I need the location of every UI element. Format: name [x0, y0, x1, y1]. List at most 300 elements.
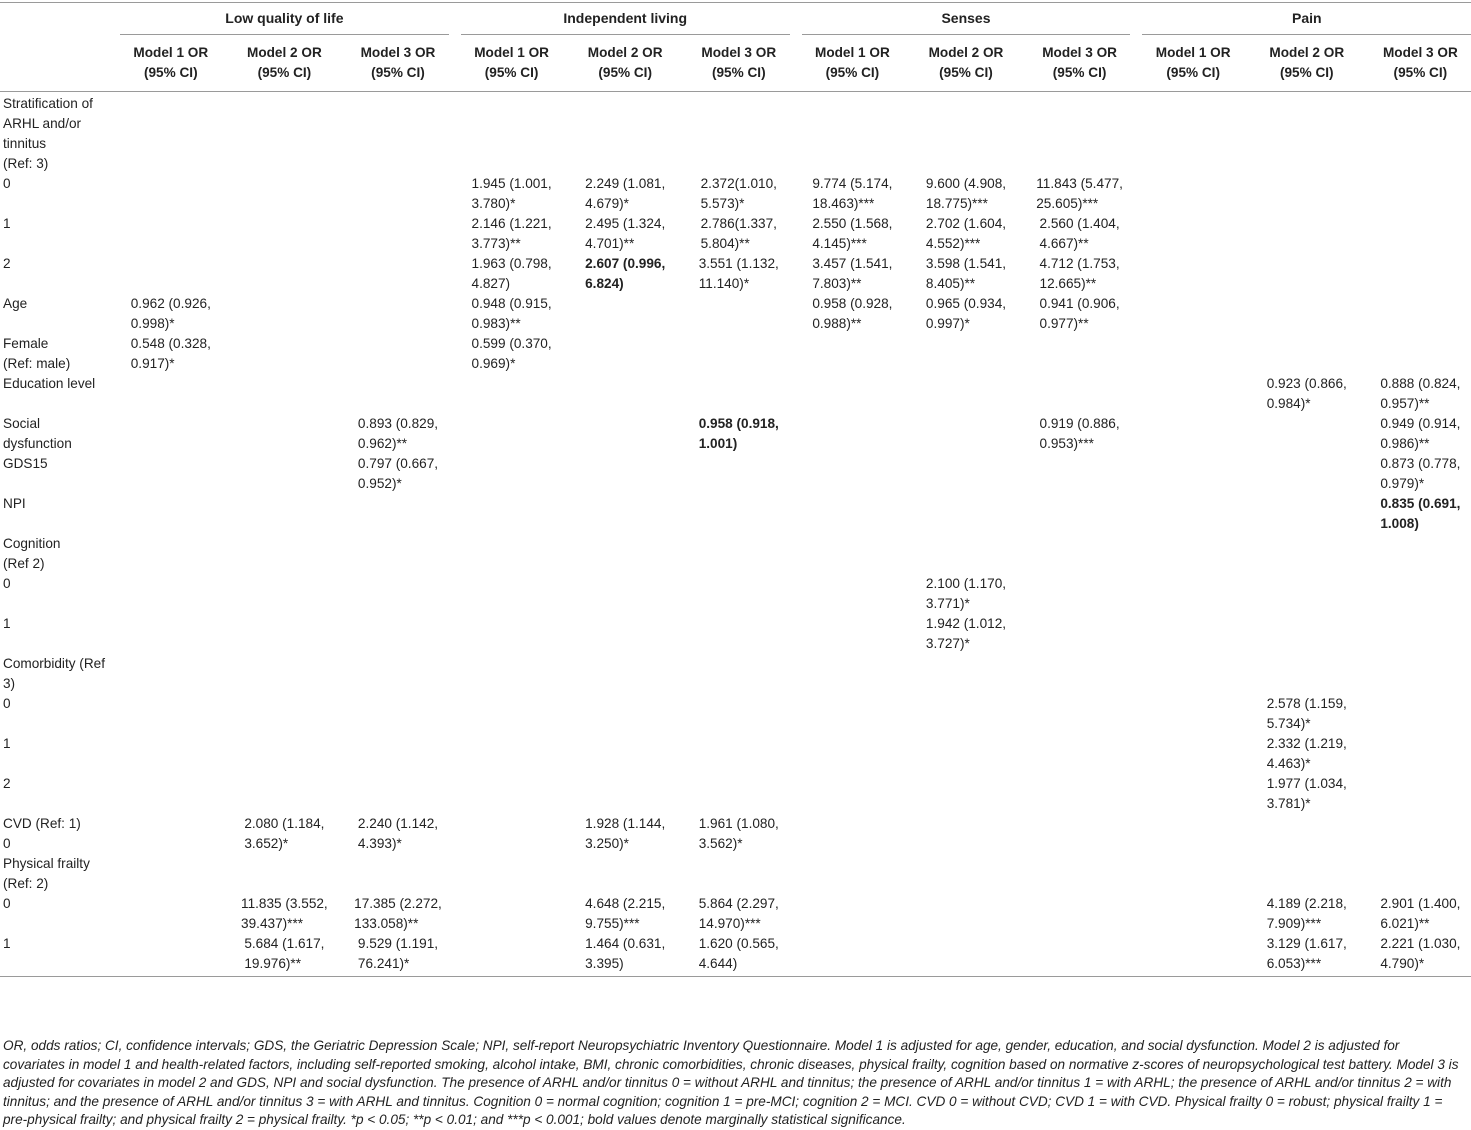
odds-ratio-value: 4.712 (1.753, 12.665)**: [1039, 256, 1120, 291]
table-cell: [796, 694, 910, 734]
odds-ratio-value: 4.648 (2.215, 9.755)***: [585, 896, 666, 931]
table-cell: [1136, 294, 1250, 334]
table-cell: [682, 854, 796, 894]
table-cell: [568, 454, 682, 494]
table-cell: [1364, 334, 1471, 374]
model-header-cell: Model 2 OR (95% CI): [1250, 35, 1364, 92]
table-cell: [568, 894, 682, 934]
table-cell: [682, 814, 796, 854]
odds-ratio-value: 1.961 (1.080, 3.562)*: [698, 816, 779, 851]
table-cell: [796, 774, 910, 814]
table-cell: [909, 294, 1023, 334]
table-cell: [228, 654, 342, 694]
table-cell: [455, 934, 569, 977]
model-header-cell: Model 3 OR (95% CI): [1364, 35, 1471, 92]
table-cell: [682, 894, 796, 934]
odds-ratio-value: 3.129 (1.617, 6.053)***: [1266, 936, 1347, 971]
odds-ratio-value: 1.977 (1.034, 3.781)*: [1266, 776, 1347, 811]
table-cell: [568, 734, 682, 774]
row-label: 1: [3, 736, 11, 751]
table-cell: [1023, 734, 1137, 774]
table-cell: [909, 654, 1023, 694]
table-row: [0, 854, 1471, 894]
table-cell: [455, 294, 569, 334]
table-cell: [341, 774, 455, 814]
table-cell: [1364, 414, 1471, 454]
table-cell: [114, 654, 228, 694]
table-cell: [1250, 814, 1364, 854]
odds-ratio-value: 0.919 (0.886, 0.953)***: [1039, 416, 1120, 451]
table-cell: [341, 854, 455, 894]
corner-cell: [0, 35, 114, 92]
table-cell: [341, 454, 455, 494]
table-cell: [341, 414, 455, 454]
table-cell: [341, 374, 455, 414]
odds-ratio-value: 3.598 (1.541, 8.405)**: [925, 256, 1007, 291]
table-cell: [228, 214, 342, 254]
table-cell: [1364, 654, 1471, 694]
table-cell: [1136, 854, 1250, 894]
odds-ratio-value: 0.958 (0.918, 1.001): [698, 416, 779, 451]
table-cell: [1364, 494, 1471, 534]
table-row: [0, 774, 1471, 814]
table-cell: [568, 414, 682, 454]
table-cell: [796, 654, 910, 694]
table-cell: [1023, 494, 1137, 534]
table-cell: [1023, 414, 1137, 454]
table-row: [0, 694, 1471, 734]
table-cell: [568, 494, 682, 534]
table-cell: [1250, 92, 1364, 175]
odds-ratio-value: 3.551 (1.132, 11.140)*: [698, 256, 779, 291]
table-cell: [796, 494, 910, 534]
table-cell: [1364, 934, 1471, 977]
table-cell: [568, 214, 682, 254]
table-cell: [341, 734, 455, 774]
table-cell: [341, 654, 455, 694]
odds-ratio-value: 1.928 (1.144, 3.250)*: [585, 816, 666, 851]
table-cell: [455, 574, 569, 614]
table-cell: [1023, 894, 1137, 934]
odds-ratio-value: 2.495 (1.324, 4.701)**: [585, 216, 666, 251]
table-cell: [1136, 574, 1250, 614]
odds-ratio-value: 2.146 (1.221, 3.773)**: [471, 216, 552, 251]
table-cell: [1250, 654, 1364, 694]
row-label: 0: [3, 696, 11, 711]
odds-ratio-value: 0.835 (0.691, 1.008): [1380, 496, 1461, 531]
table-cell: [1364, 294, 1471, 334]
table-cell: [455, 494, 569, 534]
row-label: Female (Ref: male): [3, 336, 71, 371]
odds-ratio-value: 3.457 (1.541, 7.803)**: [812, 256, 893, 291]
table-cell: [341, 294, 455, 334]
table-cell: [1136, 414, 1250, 454]
table-row: [0, 454, 1471, 494]
row-label: 2: [3, 256, 11, 271]
odds-ratio-value: 9.774 (5.174, 18.463)***: [812, 176, 893, 211]
table-cell: [1250, 414, 1364, 454]
odds-ratio-value: 0.923 (0.866, 0.984)*: [1266, 376, 1347, 411]
table-cell: [1250, 334, 1364, 374]
odds-ratio-value: 0.958 (0.928, 0.988)**: [812, 296, 893, 331]
table-cell: [796, 294, 910, 334]
table-cell: [114, 254, 228, 294]
row-label: 1: [0, 934, 114, 977]
table-cell: [228, 494, 342, 534]
table-cell: [682, 92, 796, 175]
table-cell: [568, 654, 682, 694]
odds-ratio-value: 2.901 (1.400, 6.021)**: [1380, 896, 1461, 931]
table-row: [0, 934, 1471, 977]
table-cell: [1136, 334, 1250, 374]
row-label: Cognition (Ref 2): [3, 536, 61, 571]
table-cell: [228, 254, 342, 294]
table-cell: [455, 894, 569, 934]
table-cell: [114, 92, 228, 175]
model-header-cell: Model 3 OR (95% CI): [682, 35, 796, 92]
row-label: Education level: [3, 376, 96, 391]
table-cell: [455, 814, 569, 854]
table-cell: [796, 334, 910, 374]
table-cell: [1250, 534, 1364, 574]
table-cell: [341, 174, 455, 214]
table-cell: [341, 934, 455, 977]
model-header-cell: Model 3 OR (95% CI): [1023, 35, 1137, 92]
odds-ratio-value: 11.843 (5.477, 25.605)***: [1036, 176, 1123, 211]
table-cell: [909, 694, 1023, 734]
table-cell: [796, 534, 910, 574]
table-cell: [455, 694, 569, 734]
table-cell: [1023, 574, 1137, 614]
row-label: NPI: [3, 496, 26, 511]
table-cell: [114, 854, 228, 894]
table-cell: [1364, 92, 1471, 175]
table-cell: [1136, 254, 1250, 294]
model-header-row: [0, 35, 1471, 92]
table-cell: [1023, 254, 1137, 294]
table-cell: [1023, 814, 1137, 854]
table-row: [0, 814, 1471, 854]
outcome-group-header-row: [0, 3, 1471, 36]
table-cell: [114, 894, 228, 934]
table-cell: [228, 934, 342, 977]
table-row: [0, 734, 1471, 774]
table-cell: [114, 374, 228, 414]
odds-ratio-value: 1.942 (1.012, 3.727)*: [925, 616, 1007, 651]
table-row: [0, 534, 1471, 574]
row-label: Social dysfunction: [3, 416, 72, 451]
table-row: [0, 214, 1471, 254]
table-cell: [909, 494, 1023, 534]
table-cell: [1023, 214, 1137, 254]
table-cell: [1023, 854, 1137, 894]
table-row: [0, 494, 1471, 534]
odds-ratio-value: 1.464 (0.631, 3.395): [585, 936, 666, 971]
table-cell: [1364, 614, 1471, 654]
table-cell: [1364, 734, 1471, 774]
table-cell: [1250, 694, 1364, 734]
table-cell: [1136, 814, 1250, 854]
table-cell: [909, 774, 1023, 814]
table-cell: [1023, 774, 1137, 814]
odds-ratio-value: 0.548 (0.328, 0.917)*: [130, 336, 211, 371]
table-cell: [1136, 694, 1250, 734]
table-cell: [228, 334, 342, 374]
table-cell: [455, 174, 569, 214]
table-cell: [1023, 294, 1137, 334]
table-row: [0, 254, 1471, 294]
odds-ratio-value: 0.965 (0.934, 0.997)*: [925, 296, 1007, 331]
table-cell: [682, 174, 796, 214]
odds-ratio-value: 1.620 (0.565, 4.644): [698, 936, 779, 971]
table-cell: [1023, 654, 1137, 694]
table-cell: [1136, 774, 1250, 814]
table-cell: [796, 854, 910, 894]
odds-ratio-value: 0.893 (0.829, 0.962)**: [357, 416, 439, 451]
table-cell: [1023, 694, 1137, 734]
table-cell: [341, 254, 455, 294]
row-label: Stratification of ARHL and/or tinnitus (Ref: 3): [3, 96, 93, 171]
table-cell: [1136, 214, 1250, 254]
table-cell: [455, 854, 569, 894]
odds-ratio-value: 4.189 (2.218, 7.909)***: [1266, 896, 1347, 931]
row-label: 1: [3, 616, 11, 631]
odds-ratio-value: 2.702 (1.604, 4.552)***: [925, 216, 1007, 251]
odds-ratio-table: [0, 2, 1471, 977]
table-cell: [1364, 814, 1471, 854]
table-cell: [568, 92, 682, 175]
table-cell: [228, 854, 342, 894]
table-cell: [909, 534, 1023, 574]
model-header-cell: Model 2 OR (95% CI): [568, 35, 682, 92]
table-cell: [1136, 374, 1250, 414]
table-cell: [455, 614, 569, 654]
row-label: Physical frailty (Ref: 2): [3, 856, 90, 891]
table-cell: [228, 614, 342, 654]
row-label: 0: [3, 896, 11, 911]
table-cell: [682, 774, 796, 814]
table-cell: [909, 454, 1023, 494]
table-cell: [682, 494, 796, 534]
table-cell: [909, 814, 1023, 854]
odds-ratio-value: 2.080 (1.184, 3.652)*: [244, 816, 325, 851]
table-cell: [341, 614, 455, 654]
odds-ratio-value: 1.963 (0.798, 4.827): [471, 256, 552, 291]
odds-ratio-value: 2.578 (1.159, 5.734)*: [1266, 696, 1347, 731]
table-cell: [455, 334, 569, 374]
odds-ratio-value: 0.599 (0.370, 0.969)*: [471, 336, 552, 371]
table-cell: [341, 814, 455, 854]
table-cell: [909, 334, 1023, 374]
table-cell: [796, 814, 910, 854]
table-cell: [341, 334, 455, 374]
odds-ratio-value: 2.240 (1.142, 4.393)*: [357, 816, 439, 851]
table-cell: [228, 174, 342, 214]
table-cell: [455, 374, 569, 414]
table-cell: [1023, 934, 1137, 977]
model-header-cell: Model 1 OR (95% CI): [114, 35, 228, 92]
table-cell: [682, 614, 796, 654]
table-cell: [114, 814, 228, 854]
table-cell: [682, 294, 796, 334]
odds-ratio-value: 2.332 (1.219, 4.463)*: [1266, 736, 1347, 771]
table-cell: [796, 734, 910, 774]
table-cell: [114, 174, 228, 214]
odds-ratio-value: 2.560 (1.404, 4.667)**: [1039, 216, 1120, 251]
table-cell: [1023, 92, 1137, 175]
table-cell: [1364, 854, 1471, 894]
table-cell: [796, 414, 910, 454]
table-cell: [1364, 694, 1471, 734]
odds-ratio-value: 0.888 (0.824, 0.957)**: [1380, 376, 1461, 411]
table-row: [0, 614, 1471, 654]
table-cell: [1136, 534, 1250, 574]
table-cell: [114, 774, 228, 814]
table-row: [0, 654, 1471, 694]
table-cell: [568, 254, 682, 294]
table-cell: [1136, 934, 1250, 977]
table-cell: [909, 414, 1023, 454]
odds-ratio-value: 2.607 (0.996, 6.824): [585, 256, 666, 291]
table-cell: [682, 374, 796, 414]
row-label: Comorbidity (Ref 3): [3, 656, 105, 691]
model-header-cell: Model 1 OR (95% CI): [1136, 35, 1250, 92]
table-cell: [909, 174, 1023, 214]
table-cell: [228, 92, 342, 175]
table-cell: [341, 894, 455, 934]
table-cell: [341, 494, 455, 534]
table-cell: [455, 214, 569, 254]
table-cell: [1023, 614, 1137, 654]
table-cell: [909, 934, 1023, 977]
table-cell: [682, 574, 796, 614]
table-cell: [228, 534, 342, 574]
table-cell: [796, 374, 910, 414]
table-cell: [455, 774, 569, 814]
table-cell: [682, 734, 796, 774]
odds-ratio-value: 2.221 (1.030, 4.790)*: [1380, 936, 1461, 971]
table-cell: [682, 454, 796, 494]
table-cell: [682, 214, 796, 254]
table-cell: [796, 214, 910, 254]
odds-ratio-value: 1.945 (1.001, 3.780)*: [471, 176, 552, 211]
table-cell: [682, 254, 796, 294]
table-cell: [114, 934, 228, 977]
model-header-cell: Model 2 OR (95% CI): [228, 35, 342, 92]
table-cell: [568, 574, 682, 614]
table-cell: [228, 294, 342, 334]
odds-ratio-value: 2.249 (1.081, 4.679)*: [585, 176, 666, 211]
table-cell: [1364, 374, 1471, 414]
odds-ratio-value: 2.372(1.010, 5.573)*: [700, 176, 777, 211]
table-row: [0, 92, 1471, 175]
odds-ratio-value: 5.864 (2.297, 14.970)***: [698, 896, 779, 931]
table-cell: [1364, 534, 1471, 574]
table-cell: [228, 574, 342, 614]
table-cell: [341, 694, 455, 734]
table-cell: [682, 654, 796, 694]
table-cell: [568, 814, 682, 854]
odds-ratio-value: 0.948 (0.915, 0.983)**: [471, 296, 552, 331]
table-cell: [114, 614, 228, 654]
table-cell: [114, 334, 228, 374]
table-cell: [455, 92, 569, 175]
table-row: [0, 294, 1471, 334]
table-cell: [1023, 174, 1137, 214]
table-cell: [1136, 454, 1250, 494]
model-header-cell: Model 3 OR (95% CI): [341, 35, 455, 92]
odds-ratio-value: 11.835 (3.552, 39.437)***: [241, 896, 328, 931]
table-cell: [1250, 734, 1364, 774]
group-header-senses: Senses: [796, 3, 1137, 36]
row-label: 0: [3, 176, 11, 191]
table-cell: [796, 174, 910, 214]
row-label: 0: [3, 576, 11, 591]
odds-ratio-value: 5.684 (1.617, 19.976)**: [244, 936, 325, 971]
table-cell: [568, 934, 682, 977]
table-row: [0, 334, 1471, 374]
table-cell: [909, 614, 1023, 654]
model-header-cell: Model 1 OR (95% CI): [455, 35, 569, 92]
table-cell: [1250, 294, 1364, 334]
group-header-pain: Pain: [1136, 3, 1471, 36]
table-cell: [796, 92, 910, 175]
table-row: [0, 574, 1471, 614]
table-cell: [114, 494, 228, 534]
table-cell: [909, 254, 1023, 294]
odds-ratio-value: 9.529 (1.191, 76.241)*: [357, 936, 439, 971]
table-cell: [568, 174, 682, 214]
table-cell: [1136, 734, 1250, 774]
table-cell: [455, 414, 569, 454]
table-cell: [682, 414, 796, 454]
table-cell: [228, 374, 342, 414]
table-cell: [909, 894, 1023, 934]
table-cell: [341, 574, 455, 614]
odds-ratio-value: 2.550 (1.568, 4.145)***: [812, 216, 893, 251]
table-cell: [114, 694, 228, 734]
table-cell: [114, 214, 228, 254]
model-header-cell: Model 1 OR (95% CI): [796, 35, 910, 92]
table-cell: [796, 574, 910, 614]
table-row: [0, 174, 1471, 214]
table-cell: [796, 894, 910, 934]
row-label: Age: [3, 296, 28, 311]
table-cell: [1250, 854, 1364, 894]
table-cell: [1023, 374, 1137, 414]
table-cell: [1023, 534, 1137, 574]
table-cell: [1250, 934, 1364, 977]
table-cell: [455, 454, 569, 494]
row-label: 1: [3, 216, 11, 231]
table-cell: [341, 214, 455, 254]
row-label: CVD (Ref: 1) 0: [3, 816, 81, 851]
table-cell: [1136, 894, 1250, 934]
table-cell: [1136, 654, 1250, 694]
table-cell: [568, 774, 682, 814]
table-cell: [568, 534, 682, 574]
table-cell: [114, 294, 228, 334]
model-header-cell: Model 2 OR (95% CI): [909, 35, 1023, 92]
odds-ratio-value: 0.797 (0.667, 0.952)*: [357, 456, 439, 491]
table-row: [0, 414, 1471, 454]
table-cell: [114, 574, 228, 614]
table-footnote: OR, odds ratios; CI, confidence intervals; GDS, the Geriatric Depression Scale; NPI, self-report Neuropsychiatric Inventory Questionnaire. Model 1 is adjusted for age, gender, education, and social dysfunction. Model 2 is adjusted for covariates in model 1 and health-related factors, including self-reported smoking, alcohol intake, BMI, chronic comorbidities, chronic diseases, physical frailty, cognition based on normative z-scores of neuropsychological test battery. Model 3 is adjusted for covariates in model 2 and GDS, NPI and social dysfunction. The presence of ARHL and/or tinnitus 0 = without ARHL and tinnitus; the presence of ARHL and/or tinnitus 1 = with ARHL; the presence of ARHL and/or tinnitus 2 = with tinnitus; and the presence of ARHL and/or tinnitus 3 = with ARHL and tinnitus. Cognition 0 = normal cognition; cognition 1 = pre-MCI; cognition 2 = MCI. CVD 0 = without CVD; CVD 1 = with CVD. Physical frailty 0 = robust; physical frailty 1 = pre-physical frailty; and physical frailty 2 = physical frailty. *p < 0.05; **p < 0.01; and ***p < 0.001; bold values denote marginally statistical significance.: [3, 1038, 1459, 1128]
corner-cell: [0, 3, 114, 36]
table-cell: [568, 614, 682, 654]
table-cell: [1250, 374, 1364, 414]
table-cell: [228, 694, 342, 734]
